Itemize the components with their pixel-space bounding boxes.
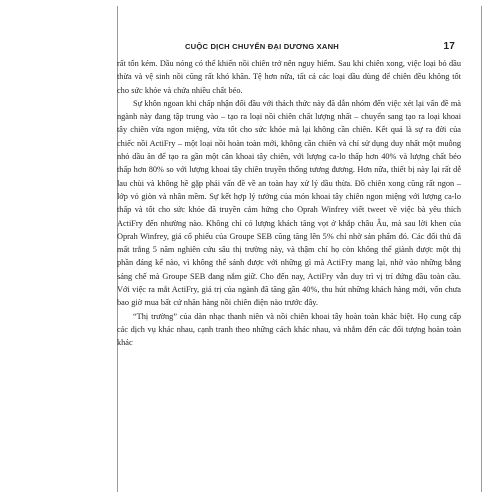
running-header xyxy=(185,40,455,54)
paragraph-1: rất tốn kém. Dầu nóng có thể khiến nồi chiên trở nên nguy hiểm. Sau khi chiên xong, việc loại bỏ dầu thừa và vệ sinh nồi cũng rất khó khăn. Tệ hơn nữa, tất cả các loại dầu dùng để chiên đều không tốt cho sức khỏe và chứa nhiều chất béo. xyxy=(117,59,461,95)
page-body xyxy=(117,57,461,350)
page-number: 17 xyxy=(443,41,455,52)
paragraph-2: Sự khôn ngoan khi chấp nhận đối đầu với thách thức này đã dẫn nhóm đến việc xét lại vấn đề mà ngành này đang tập trung vào – tạo ra loại nồi chiên chất lượng nhất – chuyển sang tạo ra loại khoai tây chiên vừa ngon miệng, vừa tốt cho sức khỏe mà lại không cần chiên. Kết quả là sự ra đời của chiếc nồi ActiFry – một loại nồi hoàn toàn mới, không cần chiên và chỉ sử dụng duy nhất một muỗng nhỏ dầu ăn để tạo ra gần một cân khoai tây chiên, với lượng ca-lo thấp hơn 40% và lượng chất béo thấp hơn 80% so với lượng khoai tây chiên truyền thống tương đương. Hơn nữa, thiết bị này lại rất dễ lau chùi và không hề gặp phải vấn đề về an toàn hay xử lý dầu thừa. Đồ chiên xong cũng rất ngon – lớp vỏ giòn và nhân mềm. Sự kết hợp lý tưởng của món khoai tây chiên ngon miệng với lượng ca-lo thấp và tốt cho sức khỏe đã truyền cảm hứng cho Oprah Winfrey viết tweet về việc bà yêu thích ActiFry đến nhường nào. Không chỉ có lượng khách tăng vọt ở khắp châu Âu, mà sau lời khen của Oprah Winfrey, giá cổ phiếu của Groupe SEB cũng tăng lên 5% chỉ nhờ sản phẩm đó. Các đối thủ đã mất trắng 5 năm nghiên cứu sâu thị trường này, và thậm chí họ còn không thể giành được một thị phần đáng kể nào, vì không thể sánh được với những gì mà ActiFry mang lại, nhờ vào những bằng sáng chế mà Groupe SEB đang nắm giữ. Cho đến nay, ActiFry vẫn duy trì vị trí đứng đầu toàn cầu. Với việc ra mắt ActiFry, giá trị của ngành đã tăng gần 40%, thu hút những khách hàng mới, vốn chưa bao giờ mua bất cứ nhãn hàng nồi chiên điện nào trước đây. xyxy=(117,98,461,308)
chapter-title: CUỘC DỊCH CHUYỂN ĐẠI DƯƠNG XANH xyxy=(185,42,339,51)
paragraph-3: “Thị trường” của dàn nhạc thanh niên và nồi chiên khoai tây hoàn toàn khác biệt. Họ cung cấp các dịch vụ khác nhau, cạnh tranh theo những cách khác nhau, và nhắm đến các đối tượng hoàn toàn khác xyxy=(117,311,461,348)
page-edge-right xyxy=(481,6,482,492)
